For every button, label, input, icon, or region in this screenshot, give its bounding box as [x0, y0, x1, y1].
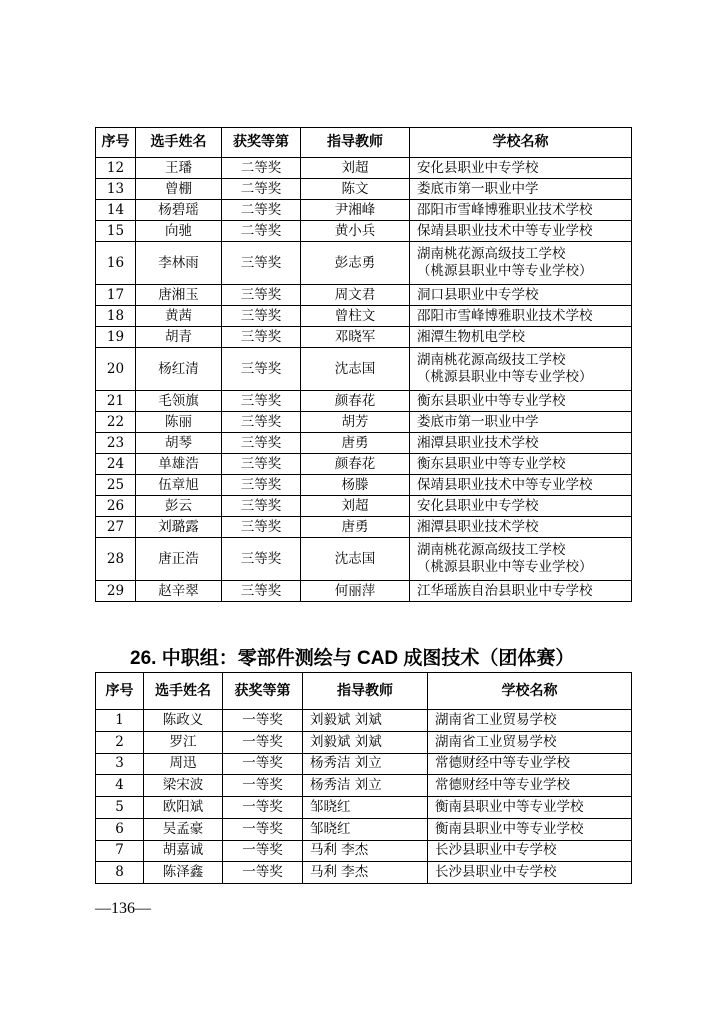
cell-school — [410, 348, 632, 391]
cell-no: 22 — [96, 412, 136, 433]
cell-no: 1 — [96, 710, 144, 732]
school-name-line: 湘潭生物机电学校 — [417, 328, 525, 345]
cell-no: 16 — [96, 242, 136, 285]
cell-teacher: 刘毅斌 刘斌 — [303, 710, 428, 732]
cell-no: 2 — [96, 731, 144, 753]
cell-award: 一等奖 — [223, 731, 303, 753]
school-name-line: （桃源县职业中等专业学校） — [417, 369, 593, 385]
cell-teacher: 何丽萍 — [301, 581, 410, 602]
cell-school — [428, 818, 632, 840]
table-row — [96, 797, 632, 819]
cell-no: 23 — [96, 433, 136, 454]
header-row — [96, 128, 632, 158]
school-name-line: 娄底市第一职业中学 — [417, 413, 539, 430]
column-header-name: 选手姓名 — [144, 673, 223, 710]
cell-award: 二等奖 — [222, 200, 301, 221]
cell-no: 15 — [96, 221, 136, 242]
cell-teacher: 陈文 — [301, 179, 410, 200]
school-name-line: 邵阳市雪峰博雅职业技术学校 — [417, 307, 593, 324]
cell-school — [410, 517, 632, 538]
column-header-teacher: 指导教师 — [301, 128, 410, 158]
cell-school — [410, 454, 632, 475]
table-row — [96, 179, 632, 200]
cell-school — [428, 797, 632, 819]
table-row — [96, 818, 632, 840]
cell-award: 一等奖 — [223, 818, 303, 840]
cell-no: 12 — [96, 158, 136, 179]
cell-teacher: 杨秀洁 刘立 — [303, 753, 428, 775]
cell-name: 欧阳斌 — [144, 797, 223, 819]
table-row — [96, 221, 632, 242]
school-name-line: 保靖县职业技术中等专业学校 — [417, 222, 593, 239]
cell-school — [410, 391, 632, 412]
cell-name: 伍章旭 — [136, 475, 222, 496]
table-row — [96, 242, 632, 285]
table-row — [96, 391, 632, 412]
cell-award: 一等奖 — [223, 753, 303, 775]
table-row — [96, 327, 632, 348]
cell-school — [428, 775, 632, 797]
cell-name: 陈丽 — [136, 412, 222, 433]
cell-award: 三等奖 — [222, 306, 301, 327]
cell-teacher: 邹晓红 — [303, 818, 428, 840]
cell-school — [410, 496, 632, 517]
cell-name: 彭云 — [136, 496, 222, 517]
table-row — [96, 433, 632, 454]
column-header-no: 序号 — [96, 128, 136, 158]
school-name-line: 湖南桃花源高级技工学校 — [417, 246, 566, 262]
cell-teacher: 曾柱文 — [301, 306, 410, 327]
school-name-line: 江华瑶族自治县职业中专学校 — [417, 582, 593, 599]
cell-name: 胡青 — [136, 327, 222, 348]
cell-name: 唐湘玉 — [136, 285, 222, 306]
awards-table-1 — [95, 127, 632, 602]
cell-name: 陈政义 — [144, 710, 223, 732]
cell-no: 3 — [96, 753, 144, 775]
cell-award: 一等奖 — [223, 710, 303, 732]
school-name-line: 安化县职业中专学校 — [417, 159, 539, 176]
cell-school — [410, 179, 632, 200]
table-row — [96, 306, 632, 327]
cell-teacher: 唐勇 — [301, 517, 410, 538]
school-name-line: 湘潭县职业技术学校 — [417, 434, 539, 451]
cell-teacher: 唐勇 — [301, 433, 410, 454]
school-name-line: 湖南省工业贸易学校 — [435, 711, 557, 728]
table-row — [96, 475, 632, 496]
school-name-line: 湖南省工业贸易学校 — [435, 733, 557, 750]
cell-award: 三等奖 — [222, 475, 301, 496]
cell-school — [428, 753, 632, 775]
column-header-teacher: 指导教师 — [303, 673, 428, 710]
column-header-no: 序号 — [96, 673, 144, 710]
column-header-award: 获奖等第 — [222, 128, 301, 158]
school-name-line: 衡南县职业中等专业学校 — [435, 798, 584, 815]
cell-name: 胡嘉诚 — [144, 840, 223, 862]
cell-teacher: 尹湘峰 — [301, 200, 410, 221]
school-name-line: 长沙县职业中专学校 — [435, 842, 557, 859]
cell-school — [410, 581, 632, 602]
cell-no: 24 — [96, 454, 136, 475]
cell-name: 罗江 — [144, 731, 223, 753]
cell-teacher: 周文君 — [301, 285, 410, 306]
school-name-line: 娄底市第一职业中学 — [417, 180, 539, 197]
cell-no: 21 — [96, 391, 136, 412]
table-row — [96, 517, 632, 538]
cell-no: 18 — [96, 306, 136, 327]
cell-name: 杨碧瑶 — [136, 200, 222, 221]
table-row — [96, 710, 632, 732]
table-row — [96, 862, 632, 884]
cell-teacher: 颜春花 — [301, 391, 410, 412]
cell-name: 王璠 — [136, 158, 222, 179]
table-body — [96, 710, 632, 884]
cell-no: 27 — [96, 517, 136, 538]
cell-school — [410, 475, 632, 496]
school-name-line: 长沙县职业中专学校 — [435, 864, 557, 881]
cell-no: 28 — [96, 538, 136, 581]
cell-award: 三等奖 — [222, 581, 301, 602]
cell-award: 一等奖 — [223, 797, 303, 819]
cell-no: 20 — [96, 348, 136, 391]
cell-no: 5 — [96, 797, 144, 819]
column-header-school: 学校名称 — [428, 673, 632, 710]
cell-award: 三等奖 — [222, 391, 301, 412]
column-header-award: 获奖等第 — [223, 673, 303, 710]
cell-no: 14 — [96, 200, 136, 221]
column-header-school: 学校名称 — [410, 128, 632, 158]
cell-name: 黄茜 — [136, 306, 222, 327]
cell-school — [410, 433, 632, 454]
cell-award: 三等奖 — [222, 412, 301, 433]
table-row — [96, 731, 632, 753]
cell-award: 三等奖 — [222, 348, 301, 391]
cell-teacher: 沈志国 — [301, 348, 410, 391]
school-name-line: 保靖县职业技术中等专业学校 — [417, 476, 593, 493]
cell-teacher: 刘毅斌 刘斌 — [303, 731, 428, 753]
table-row — [96, 454, 632, 475]
table-row — [96, 158, 632, 179]
awards-table-2 — [95, 672, 632, 884]
cell-teacher: 马利 李杰 — [303, 840, 428, 862]
table-body — [96, 158, 632, 602]
cell-name: 刘璐露 — [136, 517, 222, 538]
table-row — [96, 581, 632, 602]
cell-school — [428, 862, 632, 884]
cell-no: 7 — [96, 840, 144, 862]
cell-no: 25 — [96, 475, 136, 496]
cell-award: 三等奖 — [222, 327, 301, 348]
cell-no: 29 — [96, 581, 136, 602]
cell-teacher: 邹晓红 — [303, 797, 428, 819]
cell-name: 毛领旗 — [136, 391, 222, 412]
cell-school — [410, 221, 632, 242]
cell-teacher: 刘超 — [301, 496, 410, 517]
cell-name: 李林雨 — [136, 242, 222, 285]
cell-school — [410, 285, 632, 306]
cell-teacher: 彭志勇 — [301, 242, 410, 285]
cell-award: 三等奖 — [222, 454, 301, 475]
school-name-line: （桃源县职业中等专业学校） — [417, 559, 593, 575]
table-row — [96, 840, 632, 862]
cell-teacher: 黄小兵 — [301, 221, 410, 242]
school-name-line: 邵阳市雪峰博雅职业技术学校 — [417, 201, 593, 218]
school-name-line: 湖南桃花源高级技工学校 — [417, 542, 566, 558]
school-name-line: （桃源县职业中等专业学校） — [417, 263, 593, 279]
cell-no: 13 — [96, 179, 136, 200]
table-row — [96, 348, 632, 391]
cell-award: 一等奖 — [223, 775, 303, 797]
cell-school — [410, 306, 632, 327]
school-name-line: 常德财经中等专业学校 — [435, 755, 570, 772]
cell-school — [410, 538, 632, 581]
cell-no: 8 — [96, 862, 144, 884]
cell-teacher: 沈志国 — [301, 538, 410, 581]
header-row — [96, 673, 632, 710]
cell-award: 一等奖 — [223, 840, 303, 862]
school-name-line: 衡东县职业中等专业学校 — [417, 392, 566, 409]
school-name-line: 常德财经中等专业学校 — [435, 777, 570, 794]
cell-name: 胡琴 — [136, 433, 222, 454]
school-name-line: 衡南县职业中等专业学校 — [435, 820, 584, 837]
cell-teacher: 马利 李杰 — [303, 862, 428, 884]
cell-teacher: 颜春花 — [301, 454, 410, 475]
column-header-name: 选手姓名 — [136, 128, 222, 158]
cell-award: 三等奖 — [222, 242, 301, 285]
cell-name: 赵辛翠 — [136, 581, 222, 602]
cell-name: 单雄浩 — [136, 454, 222, 475]
cell-school — [410, 412, 632, 433]
cell-name: 梁宋波 — [144, 775, 223, 797]
cell-school — [428, 731, 632, 753]
table-row — [96, 200, 632, 221]
table-row — [96, 496, 632, 517]
table-row — [96, 412, 632, 433]
cell-name: 吴孟豪 — [144, 818, 223, 840]
cell-award: 三等奖 — [222, 433, 301, 454]
cell-teacher: 杨秀洁 刘立 — [303, 775, 428, 797]
cell-school — [410, 200, 632, 221]
cell-teacher: 刘超 — [301, 158, 410, 179]
cell-school — [410, 242, 632, 285]
cell-no: 6 — [96, 818, 144, 840]
cell-teacher: 邓晓军 — [301, 327, 410, 348]
cell-name: 杨红清 — [136, 348, 222, 391]
school-name-line: 湘潭县职业技术学校 — [417, 518, 539, 535]
cell-name: 曾棚 — [136, 179, 222, 200]
school-name-line: 安化县职业中专学校 — [417, 497, 539, 514]
table-row — [96, 775, 632, 797]
cell-teacher: 杨滕 — [301, 475, 410, 496]
cell-no: 26 — [96, 496, 136, 517]
page-number: —136— — [95, 900, 151, 917]
cell-no: 19 — [96, 327, 136, 348]
cell-school — [410, 158, 632, 179]
cell-no: 4 — [96, 775, 144, 797]
cell-name: 唐正浩 — [136, 538, 222, 581]
cell-school — [410, 327, 632, 348]
cell-award: 三等奖 — [222, 538, 301, 581]
cell-award: 三等奖 — [222, 517, 301, 538]
cell-award: 二等奖 — [222, 221, 301, 242]
cell-name: 周迅 — [144, 753, 223, 775]
cell-award: 三等奖 — [222, 285, 301, 306]
cell-name: 向驰 — [136, 221, 222, 242]
table-row — [96, 753, 632, 775]
cell-award: 三等奖 — [222, 496, 301, 517]
cell-award: 二等奖 — [222, 158, 301, 179]
school-name-line: 湖南桃花源高级技工学校 — [417, 352, 566, 368]
cell-name: 陈泽鑫 — [144, 862, 223, 884]
cell-award: 二等奖 — [222, 179, 301, 200]
cell-school — [428, 840, 632, 862]
school-name-line: 洞口县职业中专学校 — [417, 286, 539, 303]
table-row — [96, 538, 632, 581]
section-title: 26. 中职组：零部件测绘与 CAD 成图技术（团体赛） — [130, 648, 575, 669]
table-row — [96, 285, 632, 306]
cell-teacher: 胡芳 — [301, 412, 410, 433]
school-name-line: 衡东县职业中等专业学校 — [417, 455, 566, 472]
cell-school — [428, 710, 632, 732]
cell-award: 一等奖 — [223, 862, 303, 884]
cell-no: 17 — [96, 285, 136, 306]
